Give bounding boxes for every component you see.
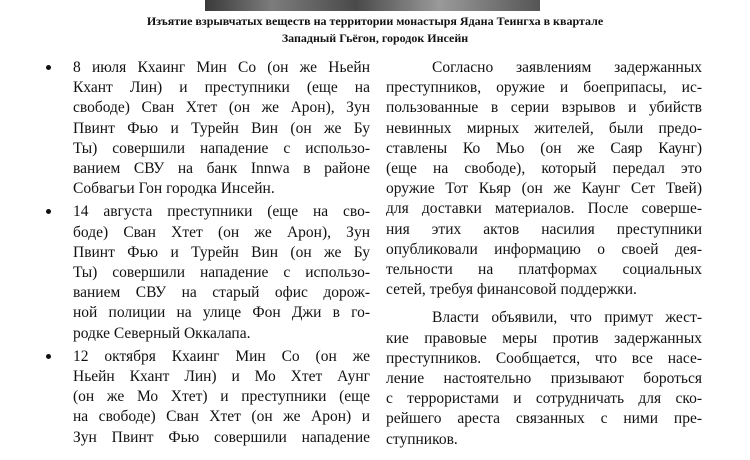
text-line: (он же Мо Хтет) и преступники (еще [73,388,370,406]
bullet-item-3 [46,347,370,448]
text-line: преступников. Сообщается, что все насе- [386,349,702,367]
bullet-icon [46,209,51,214]
bullet-icon [46,65,51,70]
bullet-item-1 [46,58,370,199]
text-line: ление настоятельно призывают бороться [386,370,702,388]
text-line: ванием СВУ на старый офис дорож- [73,284,370,302]
text-line: для доставки материалов. После соверше- [386,200,702,218]
text-line: Кхант Лин) и преступники (еще на [73,79,370,97]
text-line: опубликовали информацию о своей дея- [386,240,702,258]
photo-bottom-edge [205,0,540,11]
text-line: ставлены Ко Мьо (он же Саяр Каунг) [386,139,702,157]
text-line: пользованные в серии взрывов и убийств [386,99,702,117]
caption-line-1: Изъятие взрывчатых веществ на территории монастыря Ядана Теингха в квартале [146,14,604,28]
paragraph-2 [386,308,702,449]
text-line: Пвинт Фью и Турейн Вин (он же Бу [73,243,370,261]
text-line: ной полиции на улице Фон Джи в го- [73,304,370,322]
text-line: 12 октября Кхаинг Мин Со (он же [73,347,370,365]
text-line: Пвинт Фью и Турейн Вин (он же Бу [73,119,370,137]
text-line: свободе) Сван Хтет (он же Арон), Зун [73,99,370,117]
text-line: Ты) совершили нападение с использо- [73,139,370,157]
text-line: ванием СВУ на банк Innwa в районе [73,160,370,178]
text-line: кие правовые меры против задержанных [386,329,702,347]
paragraph-1 [386,58,702,300]
text-line: Собвагьи Гон городка Инсейн. [73,180,275,198]
caption-line-2: Западный Гьёгон, городок Инсейн [281,31,469,45]
text-line: невинных мирных жителей, были предо- [386,119,702,137]
text-line: Согласно заявлениям задержанных [432,59,702,76]
text-line: тельности на платформах социальных [386,261,702,279]
text-line: сетей, требуя финансовой поддержки. [386,281,637,299]
text-line: боде) Сван Хтет (он же Арон), Зун [73,223,370,241]
text-line: преступников, оружие и боеприпасы, ис- [386,79,702,97]
text-line: рейшего ареста связанных с ними пре- [386,410,702,428]
bullet-item-2 [46,202,370,343]
text-line: Зун Пвинт Фью совершили нападение [73,428,370,446]
right-column [386,58,702,458]
text-line: оружие Тот Кьяр (он же Каунг Сет Твей) [386,180,702,198]
text-line: Ньейн Кхант Лин) и Мо Хтет Аунг [73,368,370,386]
text-line: Ты) совершили нападение с использо- [73,264,370,282]
left-column [46,58,370,451]
text-line: Власти объявили, что примут жест- [432,309,702,327]
text-line: 14 августа преступники (еще на сво- [73,203,370,221]
text-line: ния этих актов насилия преступники [386,220,702,238]
text-line: ступников. [386,430,458,448]
text-line: с террористами и сотрудничать для ско- [386,390,702,408]
text-line: (еще на свободе), который передал это [386,160,702,178]
bullet-icon [46,354,51,359]
text-line: родке Северный Оккалапа. [73,324,251,342]
text-line: 8 июля Кхаинг Мин Со (он же Ньейн [73,59,370,76]
photo-caption [0,13,750,47]
text-line: на свободе) Сван Хтет (он же Арон) и [73,408,370,426]
